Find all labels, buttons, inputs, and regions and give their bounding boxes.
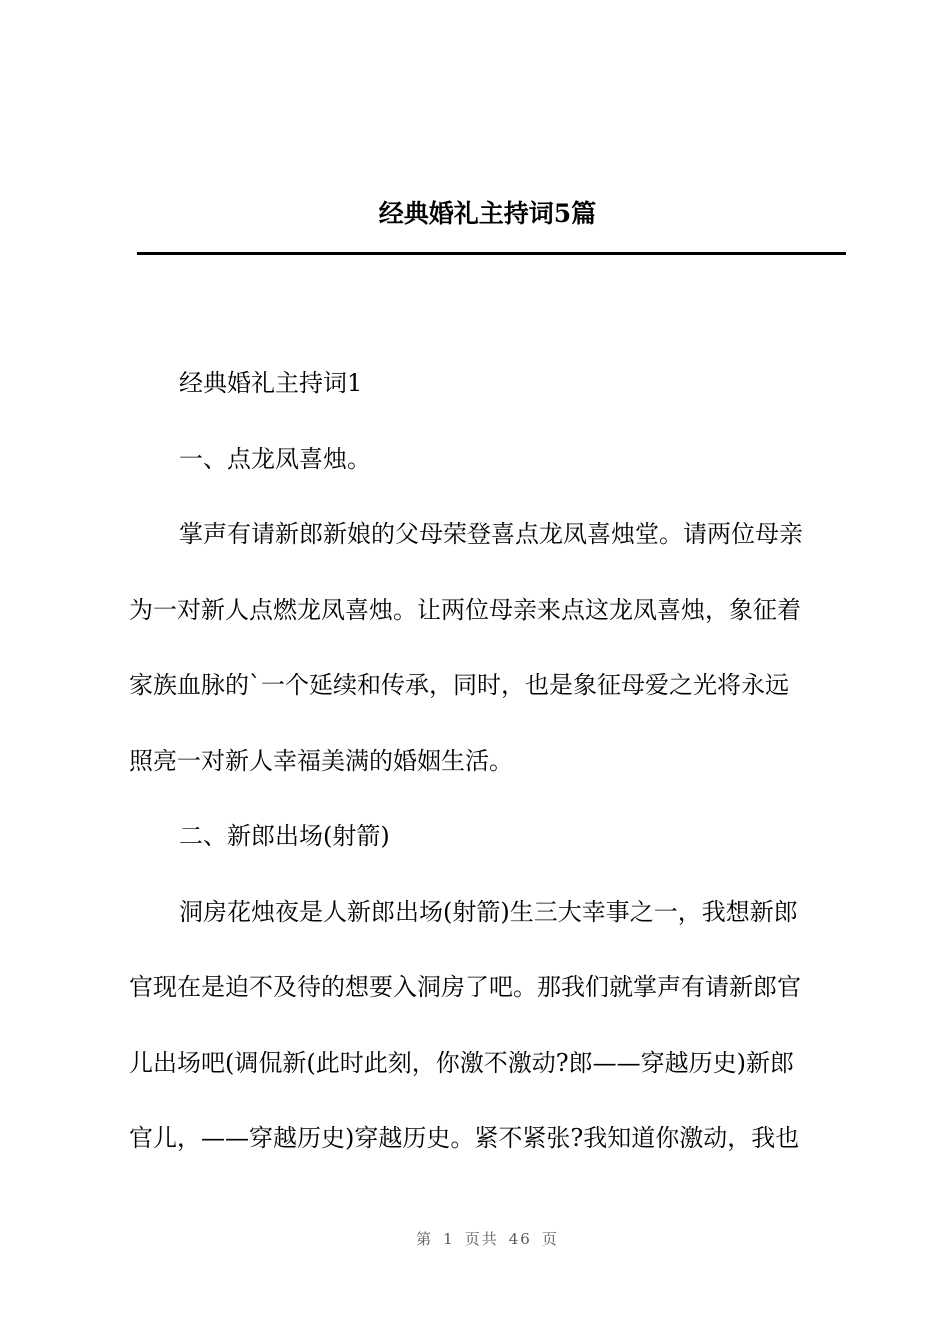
footer-pages-label: 页 (541, 1230, 559, 1248)
paragraph-line: 儿出场吧(调侃新(此时此刻，你激不激动?郎——穿越历史)新郎 (129, 1048, 794, 1077)
paragraph-line: 官儿，——穿越历史)穿越历史。紧不紧张?我知道你激动，我也 (129, 1124, 800, 1152)
subheading-lighting-candles: 一、点龙凤喜烛。 (179, 444, 371, 473)
paragraph-line: 为一对新人点燃龙凤喜烛。让两位母亲来点这龙凤喜烛，象征着 (129, 595, 801, 624)
paragraph-groom-entrance (129, 875, 849, 1177)
paragraph-line: 官现在是迫不及待的想要入洞房了吧。那我们就掌声有请新郎官 (129, 973, 801, 1001)
paragraph-line: 洞房花烛夜是人新郎出场(射箭)生三大幸事之一，我想新郎 (179, 897, 798, 926)
document-title: 经典婚礼主持词5篇 (378, 199, 597, 228)
section-heading: 经典婚礼主持词1 (179, 369, 363, 397)
footer-current-page: 1 (443, 1230, 455, 1248)
paragraph-line: 家族血脉的`一个延续和传承，同时，也是象征母爱之光将永远 (129, 671, 789, 699)
page-footer (0, 1228, 950, 1250)
footer-page-label: 第 (416, 1230, 434, 1248)
document-body (129, 346, 849, 1177)
paragraph-lighting-candles (129, 497, 849, 799)
paragraph-line: 照亮一对新人幸福美满的婚姻生活。 (129, 746, 513, 775)
paragraph-line: 掌声有请新郎新娘的父母荣登喜点龙凤喜烛堂。请两位母亲 (179, 520, 803, 548)
title-divider (137, 252, 846, 255)
footer-total-pages: 46 (508, 1230, 532, 1248)
subheading-groom-entrance: 二、新郎出场(射箭) (179, 822, 390, 850)
footer-of-label: 页共 (464, 1230, 499, 1248)
